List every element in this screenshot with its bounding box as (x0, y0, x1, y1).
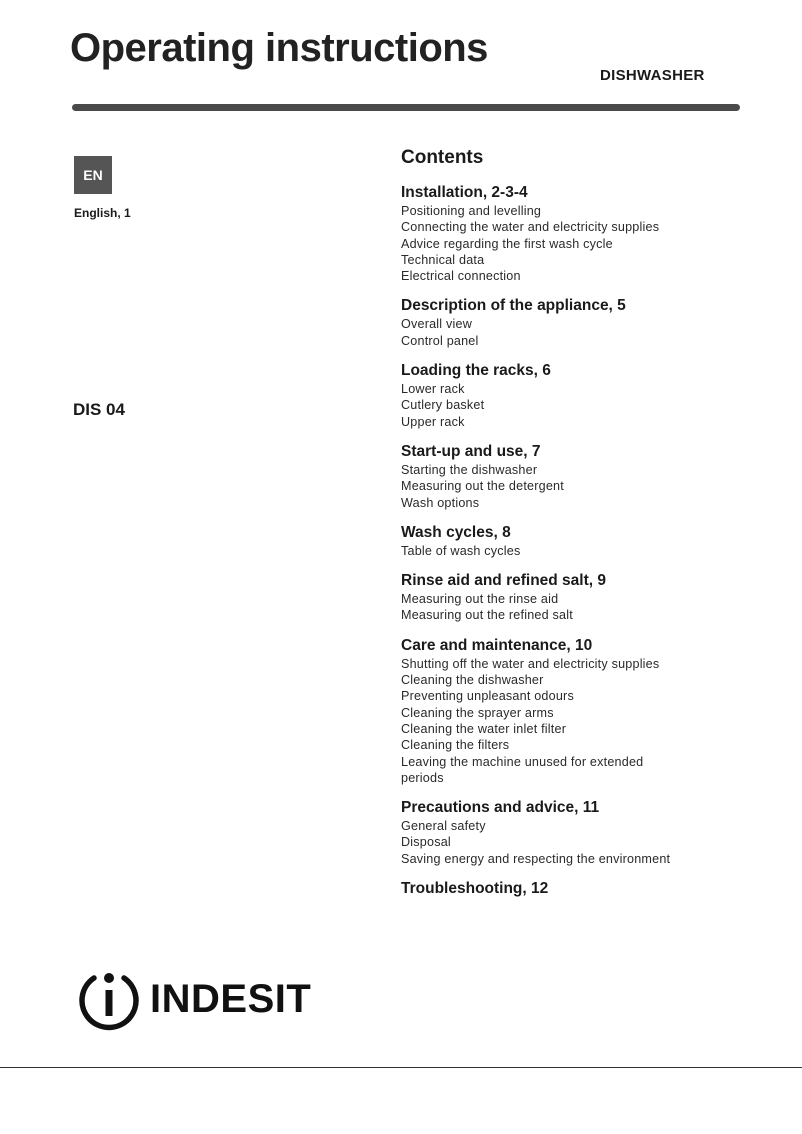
section-title: Rinse aid and refined salt, 9 (401, 572, 607, 590)
section-item: Wash options (401, 495, 480, 510)
section-item: Electrical connection (401, 269, 521, 284)
section-item: Control panel (401, 333, 479, 348)
section-title: Description of the appliance, 5 (401, 297, 626, 315)
section-title: Precautions and advice, 11 (401, 799, 600, 817)
header-divider (72, 104, 740, 111)
contents-section (401, 798, 741, 867)
section-item: Table of wash cycles (401, 543, 521, 558)
section-item: Lower rack (401, 382, 465, 397)
contents-section (401, 361, 741, 430)
section-title: Loading the racks, 6 (401, 362, 551, 380)
section-item: Upper rack (401, 414, 465, 429)
document-title: Operating instructions (70, 26, 488, 70)
contents-section (401, 442, 741, 511)
power-symbol-logo-icon (78, 966, 140, 1032)
section-item: Measuring out the refined salt (401, 608, 573, 623)
section-title: Start-up and use, 7 (401, 442, 541, 460)
section-item: Leaving the machine unused for extended (401, 754, 644, 769)
contents-section (401, 879, 741, 898)
section-item: Shutting off the water and electricity supplies (401, 656, 660, 671)
contents-section (401, 183, 741, 284)
section-title: Troubleshooting, 12 (401, 880, 549, 898)
contents-section (401, 523, 741, 559)
section-title: Installation, 2-3-4 (401, 184, 528, 201)
section-title: Care and maintenance, 10 (401, 636, 593, 654)
brand-name: INDESIT (150, 976, 312, 1021)
section-item: Cleaning the dishwasher (401, 673, 544, 688)
section-item: Advice regarding the first wash cycle (401, 236, 613, 251)
section-item: Cutlery basket (401, 398, 485, 413)
section-item: Cleaning the filters (401, 738, 510, 753)
model-number: DIS 04 (73, 400, 125, 419)
section-item: Cleaning the sprayer arms (401, 705, 554, 720)
language-page-reference: English, 1 (74, 206, 131, 220)
section-item: Disposal (401, 835, 451, 850)
contents-heading: Contents (401, 147, 484, 168)
section-item: Cleaning the water inlet filter (401, 721, 567, 736)
section-item: Overall view (401, 317, 472, 332)
contents-section (401, 571, 741, 624)
language-badge: EN (74, 156, 112, 194)
section-item: General safety (401, 819, 486, 834)
table-of-contents (401, 147, 741, 910)
section-item: Technical data (401, 252, 485, 267)
section-title: Wash cycles, 8 (401, 523, 511, 541)
section-item: Measuring out the detergent (401, 479, 564, 494)
contents-section (401, 636, 741, 786)
contents-section-list (401, 183, 741, 898)
section-item: Connecting the water and electricity supplies (401, 220, 660, 235)
footer-divider (0, 1067, 802, 1068)
section-item: Starting the dishwasher (401, 462, 538, 477)
section-item: Preventing unpleasant odours (401, 689, 574, 704)
brand-logo (78, 966, 311, 1032)
section-item: Saving energy and respecting the environment (401, 851, 671, 866)
appliance-type: DISHWASHER (600, 67, 705, 84)
section-item: Measuring out the rinse aid (401, 592, 559, 607)
section-item: Positioning and levelling (401, 204, 542, 218)
section-item: periods (401, 770, 444, 785)
contents-section (401, 296, 741, 349)
